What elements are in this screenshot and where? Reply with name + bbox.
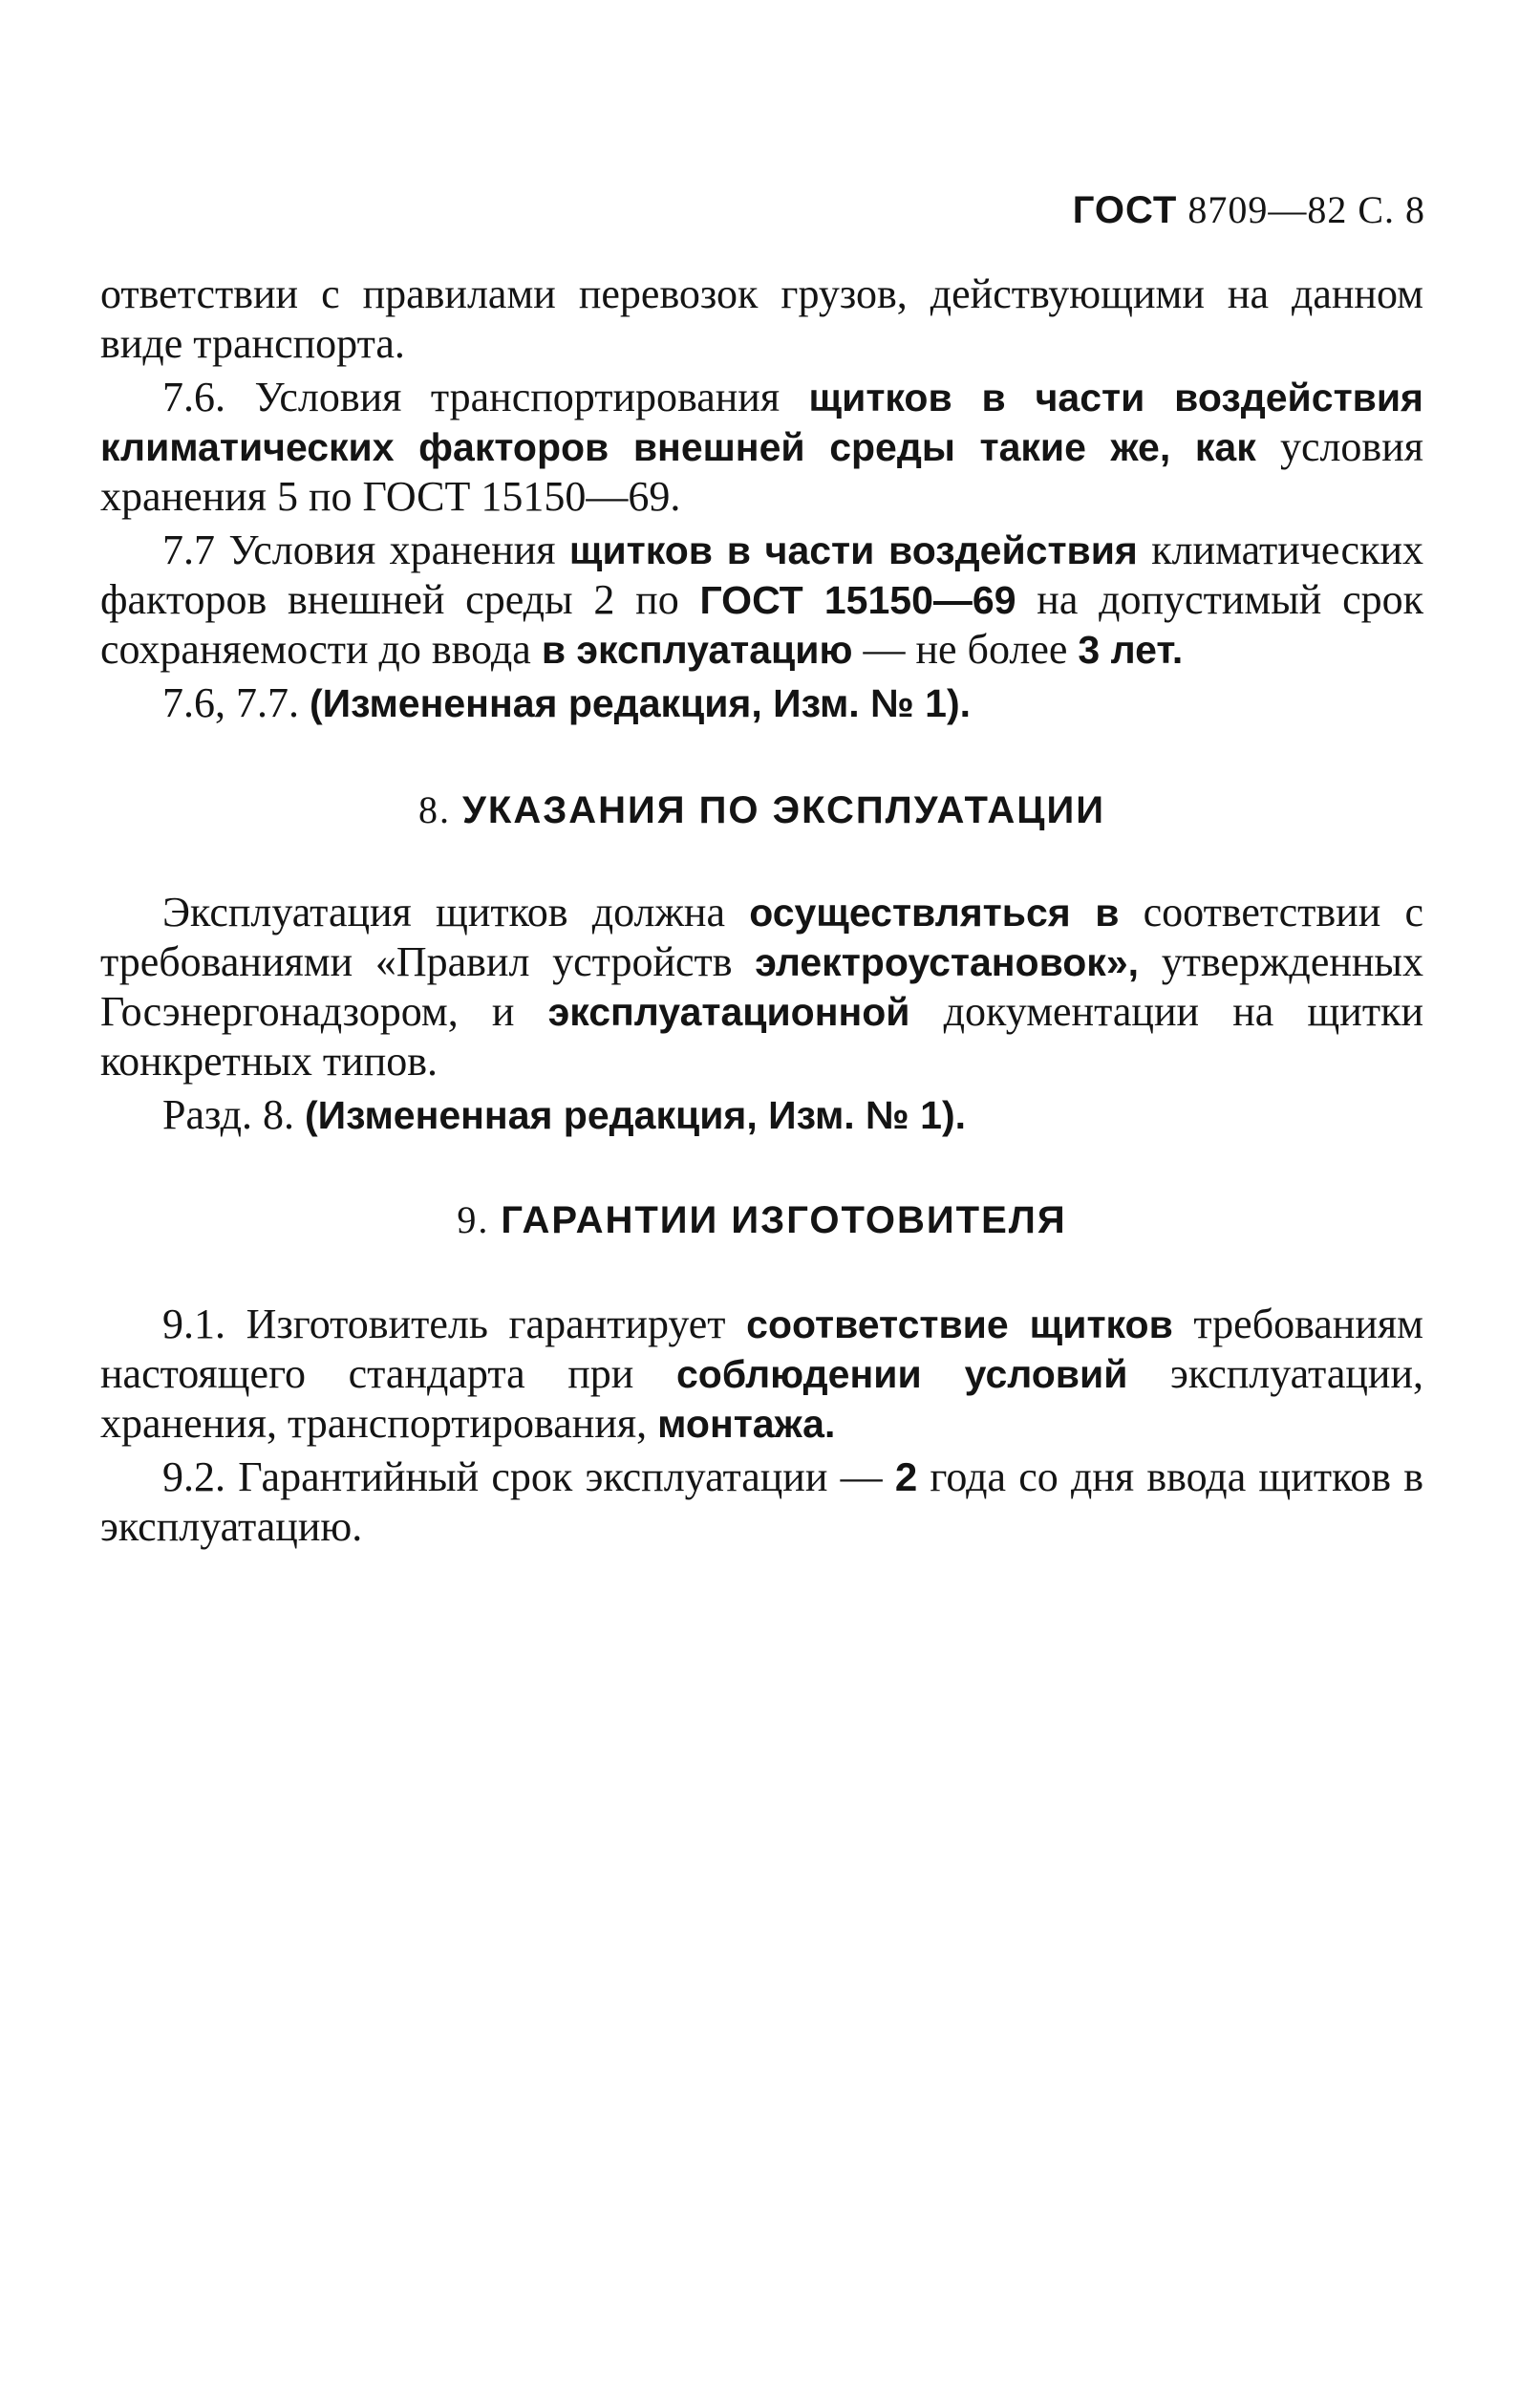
- p9-1-text-a: 9.1. Изготовитель гарантирует: [162, 1301, 747, 1347]
- p9-1-text-b: соответствие щитков: [746, 1302, 1173, 1346]
- paragraph-7-7: [100, 526, 1423, 675]
- amend-7-ref: 7.6, 7.7.: [162, 679, 310, 726]
- p7-6-text-c: условия хранения 5 по ГОСТ 15150—69.: [100, 423, 1423, 520]
- amend-8-ref: Разд. 8.: [162, 1091, 305, 1138]
- paragraph-7-6: [100, 373, 1423, 522]
- p8-text-e: утвержденных Госэнергонадзором, и: [100, 938, 1423, 1035]
- section-8-title: УКАЗАНИЯ ПО ЭКСПЛУАТАЦИИ: [462, 789, 1105, 831]
- section-8-number: 8.: [418, 788, 452, 831]
- section-9-title: ГАРАНТИИ ИЗГОТОВИТЕЛЯ: [501, 1199, 1067, 1241]
- header-page-number: С. 8: [1358, 188, 1425, 231]
- amend-7-note: (Измененная редакция, Изм. № 1).: [310, 681, 972, 725]
- p7-7-text-h: 3 лет.: [1078, 628, 1184, 672]
- paragraph-8-amendment: [100, 1090, 1423, 1140]
- paragraph-7-5-continuation: ответствии с правилами перевозок грузов, действующими на данном виде транспорта.: [100, 270, 1423, 367]
- p9-1-text-c: требованиям настоящего стандарта при: [100, 1301, 1423, 1397]
- p7-6-text-a: 7.6. Условия транспортирования: [162, 374, 809, 420]
- p8-text-b: осуществляться в: [749, 891, 1120, 935]
- p8-text-c: соответствии с требованиями «Правил устройств: [100, 889, 1423, 985]
- p7-7-text-c: климатических факторов внешней среды 2 по: [100, 527, 1423, 623]
- p9-1-text-f: монтажа.: [657, 1402, 836, 1446]
- p7-7-text-a: 7.7 Условия хранения: [162, 527, 569, 573]
- p7-6-text-b: щитков в части воздействия климатических факторов внешней среды такие же, как: [100, 376, 1423, 469]
- p7-7-text-e: на допустимый срок сохраняемости до ввода: [100, 576, 1424, 673]
- section-9-heading: [100, 1197, 1423, 1242]
- p9-2-text-b: 2: [894, 1454, 918, 1499]
- amend-8-note: (Измененная редакция, Изм. № 1).: [304, 1093, 966, 1137]
- header-gost-label: ГОСТ: [1072, 189, 1178, 231]
- p7-7-text-f: в эксплуатацию: [541, 628, 853, 672]
- paragraph-9-1: [100, 1300, 1423, 1449]
- p8-text-a: Эксплуатация щитков должна: [162, 889, 750, 935]
- paragraph-9-2: [100, 1452, 1423, 1552]
- section-8-heading: [100, 787, 1423, 832]
- p8-text-d: электроустановок»,: [755, 940, 1140, 984]
- p9-2-text-a: 9.2. Гарантийный срок эксплуатации —: [162, 1453, 895, 1500]
- p9-1-text-d: соблюдении условий: [675, 1352, 1128, 1396]
- document-body: [100, 182, 1423, 1552]
- paragraph-8: [100, 888, 1423, 1086]
- section-9-number: 9.: [457, 1198, 490, 1241]
- p7-7-text-g: — не более: [852, 626, 1079, 673]
- p7-7-text-b: щитков в части воздействия: [568, 528, 1138, 572]
- p8-text-g: документации на щитки конкретных типов.: [100, 988, 1423, 1085]
- p8-text-f: эксплуатационной: [547, 990, 910, 1034]
- p9-1-text-e: эксплуатации, хранения, транспортирования,: [100, 1350, 1423, 1447]
- p7-7-text-d: ГОСТ 15150—69: [699, 578, 1016, 622]
- p9-2-text-c: года со дня ввода щитков в эксплуатацию.: [100, 1453, 1423, 1550]
- paragraph-7-6-7-7-amendment: [100, 678, 1423, 728]
- header-standard-number: 8709—82: [1187, 188, 1348, 231]
